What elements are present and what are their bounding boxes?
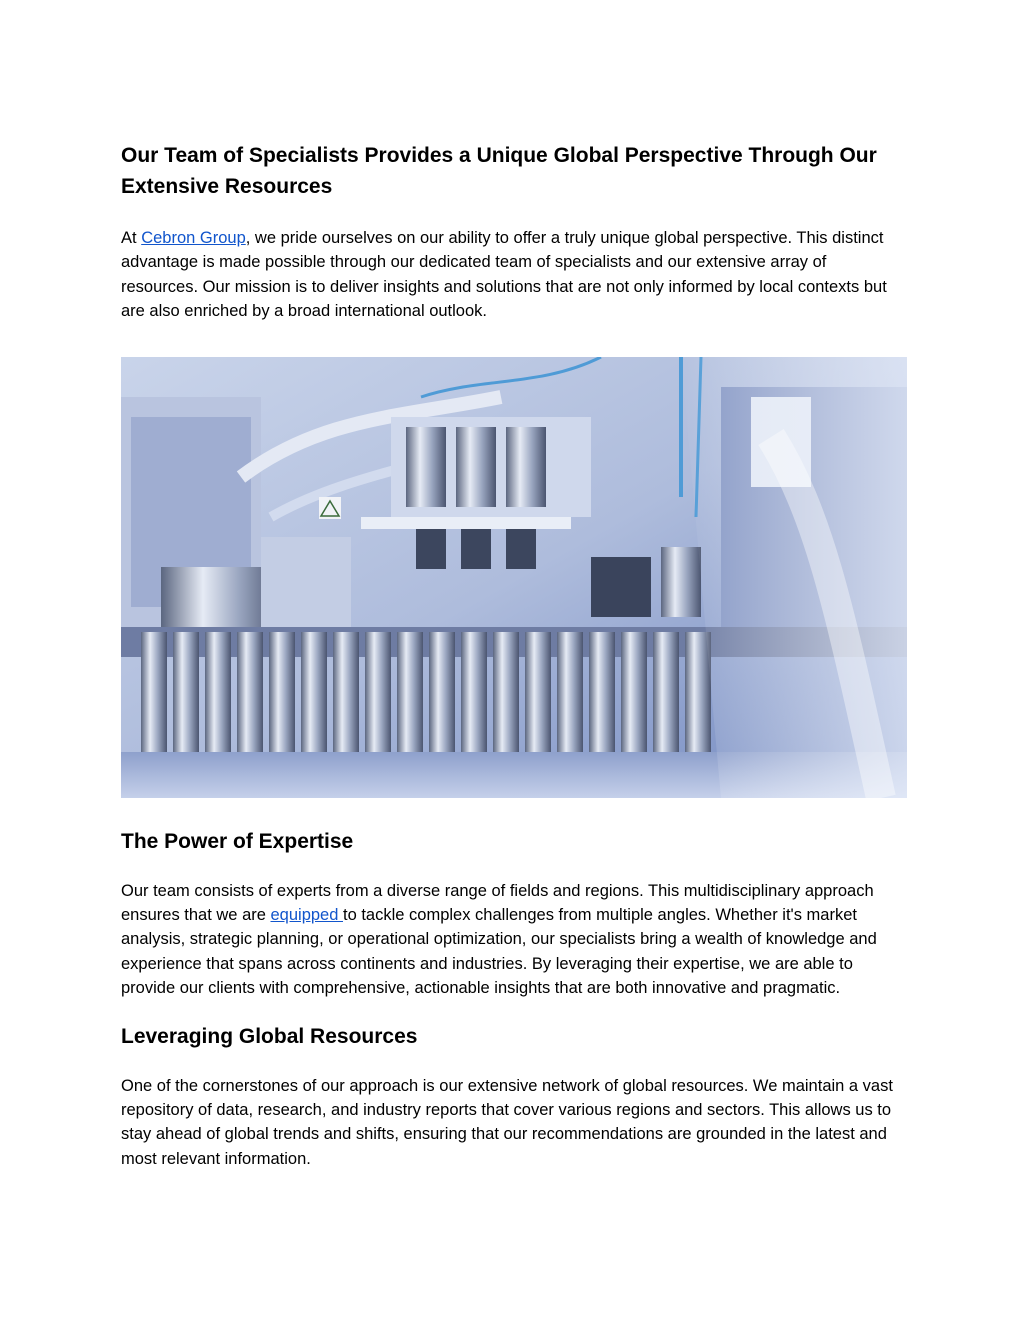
expertise-heading: The Power of Expertise bbox=[121, 829, 354, 853]
cebron-group-link[interactable]: Cebron Group bbox=[141, 229, 246, 247]
intro-paragraph bbox=[121, 226, 907, 324]
intro-text-end: , we pride ourselves on our ability to offer a truly unique global perspective. This distinct advantage is made possible through our dedicated team of specialists and our extensive array of resources. Our mission is to deliver insights and solutions that are not only informed by local contexts but are also enriched by a broad international outlook. bbox=[121, 229, 887, 321]
industrial-machine-photo bbox=[121, 357, 907, 798]
expertise-text-end: to tackle complex challenges from multiple angles. Whether it's market analysis, strategic planning, or operational optimization, our specialists bring a wealth of knowledge and experience that spans across continents and industries. By leveraging their expertise, we are able to provide our clients with comprehensive, actionable insights that are both innovative and pragmatic. bbox=[121, 906, 877, 998]
expertise-paragraph bbox=[121, 879, 907, 1001]
document-body bbox=[121, 140, 907, 1171]
expertise-text-start: Our team consists of experts from a diverse range of fields and regions. This multidisciplinary approach ensures that we are bbox=[121, 881, 874, 925]
intro-text-start: At bbox=[121, 229, 142, 247]
resources-paragraph: One of the cornerstones of our approach is our extensive network of global resources. We maintain a vast repository of data, research, and industry reports that cover various regions and sectors. This allows us to stay ahead of global trends and shifts, ensuring that our recommendations are grounded in the latest and most relevant information. bbox=[121, 1076, 893, 1168]
page-title: Our Team of Specialists Provides a Unique Global Perspective Through Our Extensive Resources bbox=[121, 144, 877, 198]
equipped-link[interactable]: equipped bbox=[270, 906, 343, 925]
resources-heading: Leveraging Global Resources bbox=[121, 1024, 418, 1048]
